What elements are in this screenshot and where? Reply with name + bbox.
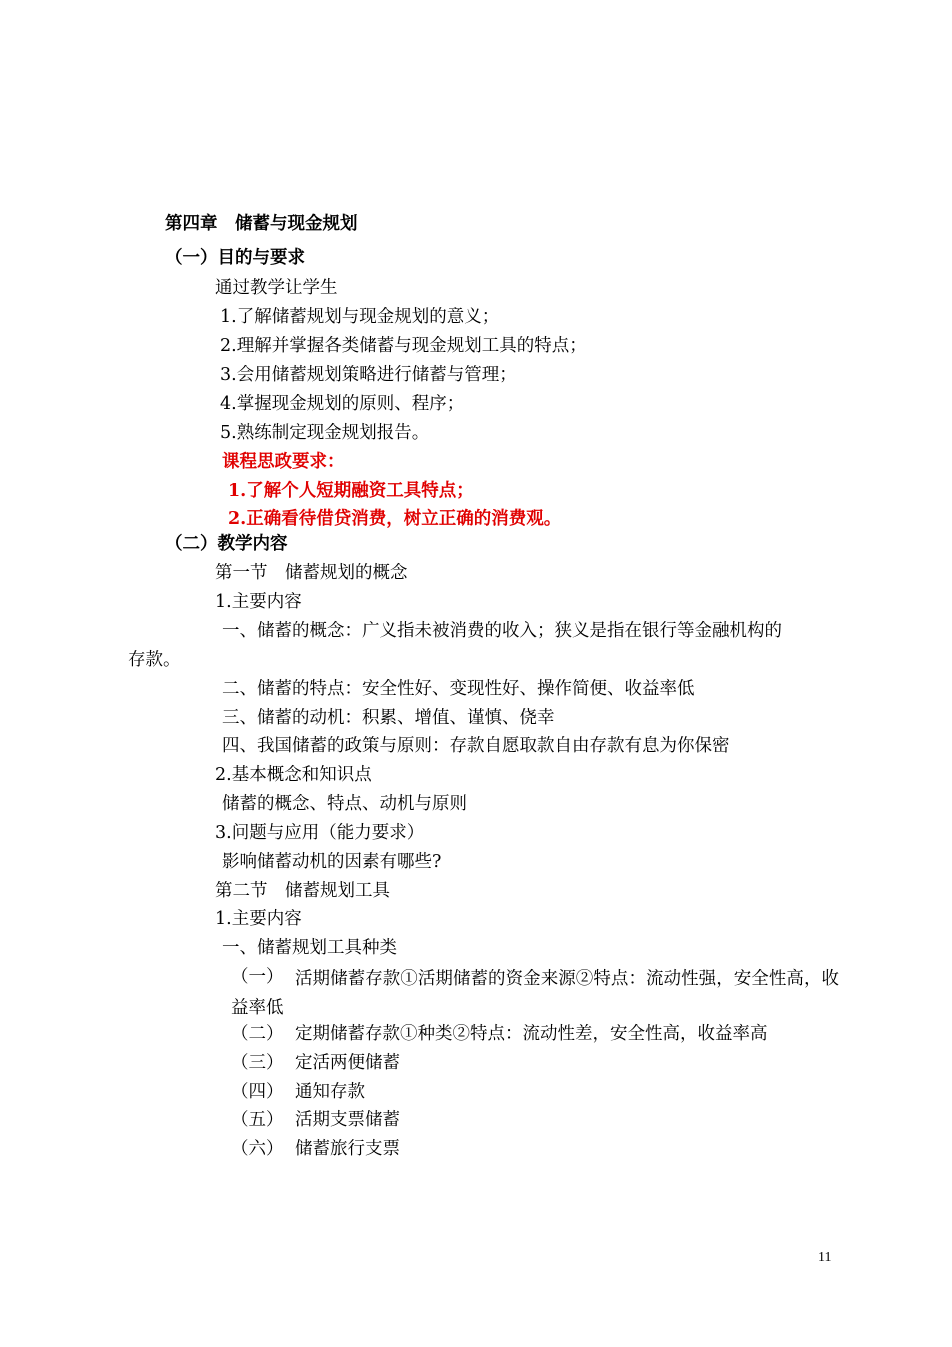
ideological-title: 课程思政要求：	[222, 452, 345, 472]
tool-item-text: 活期储蓄存款①活期储蓄的资金来源②特点：流动性强，安全性高，收益率低	[231, 969, 839, 1018]
tool-item-text: 活期支票储蓄	[295, 1110, 400, 1130]
ideological-item: 1.了解个人短期融资工具特点；	[228, 481, 474, 501]
basic-label: 2.基本概念和知识点	[215, 765, 372, 785]
page-number: 11	[818, 1250, 832, 1265]
tool-item-num: （二）	[231, 1024, 284, 1044]
question-label: 3.问题与应用（能力要求）	[215, 823, 425, 843]
tool-item-num: （四）	[231, 1082, 284, 1102]
concept-line: 存款。	[128, 650, 181, 670]
concept-point: 四、我国储蓄的政策与原则：存款自愿取款自由存款有息为你保密	[222, 736, 730, 756]
concept-point: 二、储蓄的特点：安全性好、变现性好、操作简便、收益率低	[222, 679, 695, 699]
objective-item: 3.会用储蓄规划策略进行储蓄与管理；	[220, 365, 517, 385]
node2-main-label: 1.主要内容	[215, 909, 302, 929]
ideological-item: 2.正确看待借贷消费，树立正确的消费观。	[228, 509, 562, 529]
question-text: 影响储蓄动机的因素有哪些?	[222, 852, 442, 872]
section-heading-content: （二）教学内容	[165, 534, 288, 554]
objectives-intro: 通过教学让学生	[215, 278, 338, 298]
chapter-title: 第四章 储蓄与现金规划	[165, 214, 358, 234]
tool-item-text: 通知存款	[295, 1082, 365, 1102]
objective-item: 2.理解并掌握各类储蓄与现金规划工具的特点；	[220, 336, 587, 356]
node1-title: 第一节 储蓄规划的概念	[215, 563, 408, 583]
tool-item-text: 定期储蓄存款①种类②特点：流动性差，安全性高，收益率高	[295, 1024, 768, 1044]
tool-category-title: 一、储蓄规划工具种类	[222, 938, 397, 958]
tool-item-text: 定活两便储蓄	[295, 1053, 400, 1073]
tool-item-text: 储蓄旅行支票	[295, 1139, 400, 1159]
objective-item: 5.熟练制定现金规划报告。	[220, 423, 430, 443]
objective-item: 4.掌握现金规划的原则、程序；	[220, 394, 465, 414]
objective-item: 1.了解储蓄规划与现金规划的意义；	[220, 307, 500, 327]
concept-point: 三、储蓄的动机：积累、增值、谨慎、侥幸	[222, 708, 555, 728]
node2-title: 第二节 储蓄规划工具	[215, 881, 390, 901]
basic-text: 储蓄的概念、特点、动机与原则	[222, 794, 467, 814]
section-heading-objectives: （一）目的与要求	[165, 248, 305, 268]
tool-item-num: （一）	[231, 967, 284, 987]
tool-item-num: （三）	[231, 1053, 284, 1073]
concept-line: 一、储蓄的概念：广义指未被消费的收入；狭义是指在银行等金融机构的	[222, 621, 782, 641]
node1-main-label: 1.主要内容	[215, 592, 302, 612]
tool-item-num: （五）	[231, 1110, 284, 1130]
tool-item-num: （六）	[231, 1139, 284, 1159]
